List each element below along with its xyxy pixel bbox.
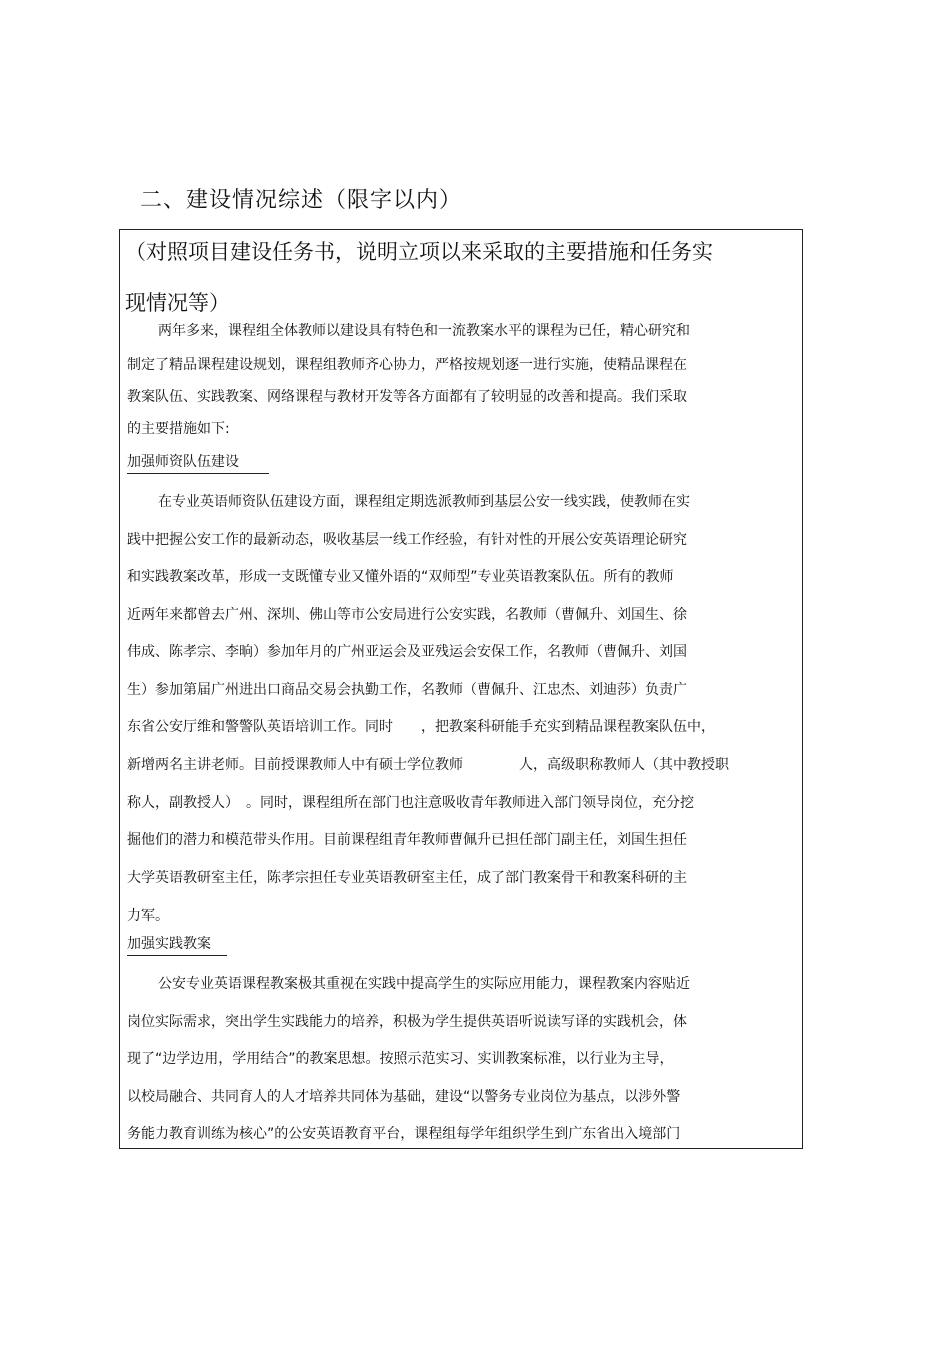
instruction-line-1: （对照项目建设任务书，说明立项以来采取的主要措施和任务实 xyxy=(125,240,713,264)
section2-line: 公安专业英语课程教案极其重视在实践中提高学生的实际应用能力，课程教案内容贴近 xyxy=(158,976,690,992)
section1-line: 力军。 xyxy=(127,908,169,924)
section2-line: 以校局融合、共同育人的人才培养共同体为基础，建设“以警务专业岗位为基点，以涉外警 xyxy=(127,1089,681,1105)
section2-line: 现了“边学边用，学用结合”的教案思想。按照示范实习、实训教案标准，以行业为主导， xyxy=(127,1051,674,1067)
section1-line: 践中把握公安工作的最新动态，吸收基层一线工作经验，有针对性的开展公安英语理论研究 xyxy=(127,532,687,548)
section1-line: 称人，副教授人） 。同时，课程组所在部门也注意吸收青年教师进入部门领导岗位，充分挖 xyxy=(127,795,694,811)
section1-line: 和实践教案改革，形成一支既懂专业又懂外语的“双师型”专业英语教案队伍。所有的教师 xyxy=(127,569,674,585)
section1-line: 伟成、陈孝宗、李晌）参加年月的广州亚运会及亚残运会安保工作，名教师（曹佩升、刘国 xyxy=(127,644,687,660)
section1-line: 新增两名主讲老师。目前授课教师人中有硕士学位教师 人，高级职称教师人（其中教授职 xyxy=(127,757,729,773)
section1-line: 东省公安厅维和警警队英语培训工作。同时 ，把教案科研能手充实到精品课程教案队伍中， xyxy=(127,719,715,735)
instruction-line-2: 现情况等） xyxy=(125,291,230,315)
section1-line: 近两年来都曾去广州、深圳、佛山等市公安局进行公安实践，名教师（曹佩升、刘国生、徐 xyxy=(127,607,687,623)
intro-line: 两年多来，课程组全体教师以建设具有特色和一流教案水平的课程为已任，精心研究和 xyxy=(158,323,690,339)
intro-line: 的主要措施如下: xyxy=(127,421,230,437)
section1-line: 掘他们的潜力和模范带头作用。目前课程组青年教师曹佩升已担任部门副主任，刘国生担任 xyxy=(127,832,687,848)
section2-line: 务能力教育训练为核心”的公安英语教育平台，课程组每学年组织学生到广东省出入境部门 xyxy=(127,1126,681,1142)
section1-line: 大学英语教研室主任，陈孝宗担任专业英语教研室主任，成了部门教案骨干和教案科研的主 xyxy=(127,870,687,886)
intro-line: 教案队伍、实践教案、网络课程与教材开发等各方面都有了较明显的改善和提高。我们采取 xyxy=(127,389,687,405)
section-title: 二、建设情况综述（限字以内） xyxy=(140,188,463,213)
heading-faculty: 加强师资队伍建设 xyxy=(127,451,269,474)
section1-line: 在专业英语师资队伍建设方面，课程组定期选派教师到基层公安一线实践，使教师在实 xyxy=(158,494,690,510)
section2-line: 岗位实际需求，突出学生实践能力的培养，积极为学生提供英语听说读写译的实践机会，体 xyxy=(127,1014,687,1030)
heading-practice: 加强实践教案 xyxy=(127,933,227,956)
intro-line: 制定了精品课程建设规划，课程组教师齐心协力，严格按规划逐一进行实施，使精品课程在 xyxy=(127,357,687,373)
section1-line: 生）参加第届广州进出口商品交易会执勤工作，名教师（曹佩升、江忠杰、刘迪莎）负责广 xyxy=(127,682,687,698)
